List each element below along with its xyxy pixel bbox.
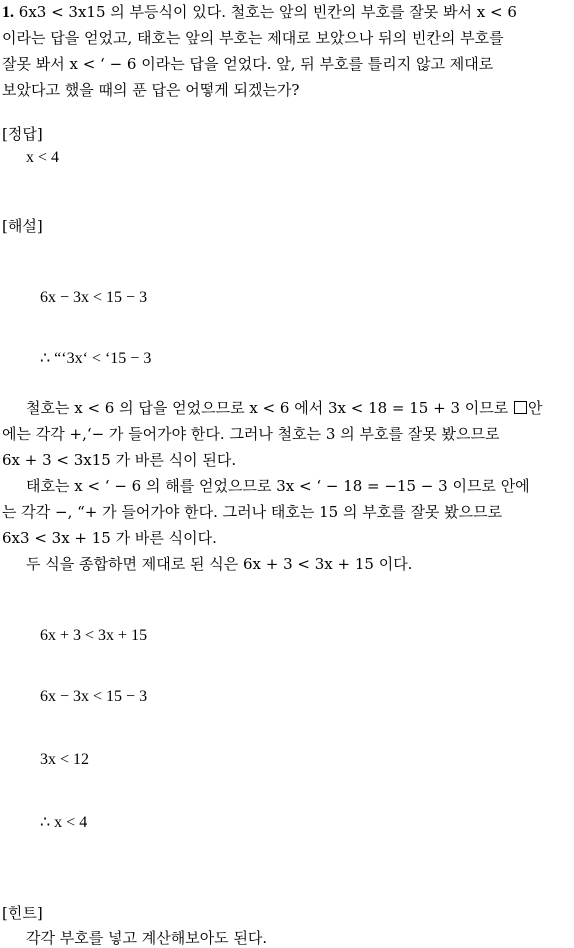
problem-line-1 <box>2 2 517 23</box>
explanation-para1-line3: 6x + 3 < 3x15 가 바른 식이 된다. <box>2 451 237 469</box>
problem-line-3: 잘못 봐서 x < ‘ − 6 이라는 답을 얻었다. 앞, 뒤 부호를 틀리지 않고 제대로 <box>2 55 494 73</box>
hint-text: 각각 부호를 넣고 계산해보아도 된다. <box>26 929 268 947</box>
explanation-equation-1: 6x − 3x < 15 − 3 <box>40 289 148 306</box>
explanation-para3: 두 식을 종합하면 제대로 된 식은 6x + 3 < 3x + 15 이다. <box>26 555 413 573</box>
explanation-para1-line2: 에는 각각 +,‘− 가 들어가야 한다. 그러나 철호는 3 의 부호를 잘못 봤으므로 <box>2 425 500 443</box>
hint-heading: [힌트] <box>2 904 43 922</box>
blank-box-icon <box>514 401 527 414</box>
explanation-step-4: ∴ x < 4 <box>40 814 88 831</box>
explanation-para1-line1 <box>26 398 543 418</box>
answer-value: x < 4 <box>26 149 60 166</box>
explanation-equation-2: ∴ “‘3x‘ < ‘15 − 3 <box>40 350 152 367</box>
explanation-para1-text-1: 철호는 x < 6 의 답을 얻었으므로 x < 6 에서 3x < 18 = 15 + 3 이므로 <box>26 399 509 417</box>
explanation-para1-text-2: 안 <box>528 399 543 417</box>
explanation-para2-line3: 6x3 < 3x + 15 가 바른 식이다. <box>2 529 217 547</box>
problem-line-2: 이라는 답을 얻었고, 태호는 앞의 부호는 제대로 보았으나 뒤의 빈칸의 부호를 <box>2 29 504 47</box>
explanation-step-2: 6x − 3x < 15 − 3 <box>40 688 148 705</box>
explanation-step-3: 3x < 12 <box>40 751 90 768</box>
explanation-para2-line1: 태호는 x < ‘ − 6 의 해를 얻었으므로 3x < ‘ − 18 = −15 − 3 이므로 안에 <box>26 477 530 495</box>
explanation-step-1: 6x + 3 < 3x + 15 <box>40 627 148 644</box>
explanation-heading: [해설] <box>2 217 43 235</box>
problem-text-1: 6x3 < 3x15 의 부등식이 있다. 철호는 앞의 빈칸의 부호를 잘못 봐서 x < 6 <box>18 3 517 21</box>
answer-heading: [정답] <box>2 125 43 143</box>
explanation-para2-line2: 는 각각 −, “+ 가 들어가야 한다. 그러나 태호는 15 의 부호를 잘못 봤으므로 <box>2 503 503 521</box>
problem-line-4: 보았다고 했을 때의 푼 답은 어떻게 되겠는가? <box>2 81 300 99</box>
problem-number: 1. <box>2 4 14 21</box>
